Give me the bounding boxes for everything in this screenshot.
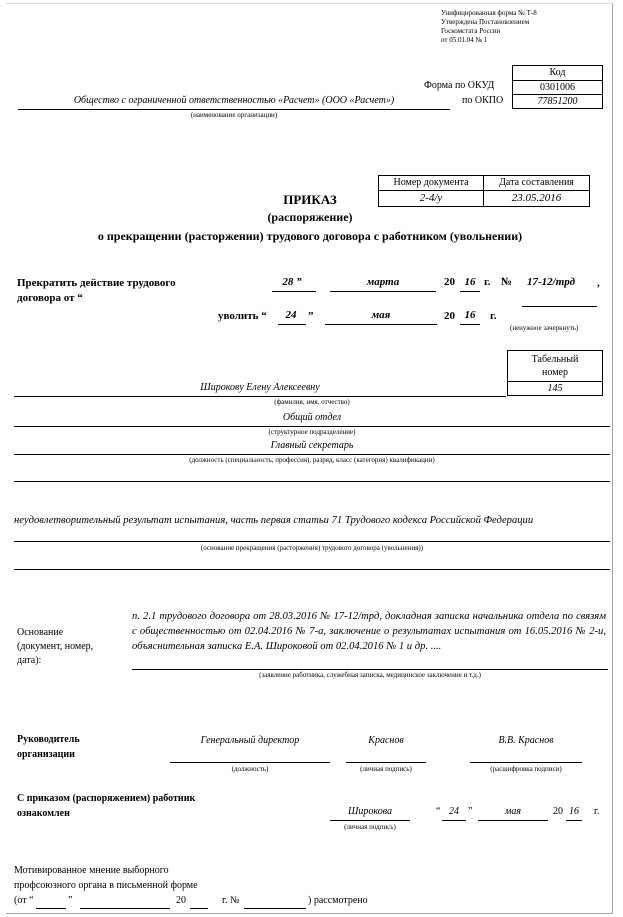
terminate-day-line: [272, 291, 316, 292]
acquainted-year-line: [566, 820, 582, 821]
dismiss-day: 24: [285, 309, 297, 321]
union-number-line: [244, 908, 306, 909]
form-line-2: Утверждена Постановлением: [441, 18, 530, 26]
dismiss-label: уволить “: [218, 310, 267, 322]
head-decoding-caption: (расшифровка подписи): [490, 765, 562, 773]
union-line-3-end: ) рассмотрено: [308, 895, 368, 906]
blank-line-2: [14, 569, 610, 570]
acquainted-quote-close: ”: [468, 806, 473, 817]
okpo-value: 77851200: [512, 94, 603, 109]
terminate-label-2: договора от “: [17, 292, 83, 304]
okpo-label: по ОКПО: [462, 95, 504, 106]
dismiss-year-line: [460, 324, 480, 325]
tab-number-header-line2: номер: [542, 367, 568, 378]
employee-department: Общий отдел: [282, 412, 342, 423]
employee-name-line: [14, 396, 506, 397]
acquainted-day-line: [442, 820, 466, 821]
head-signature-caption: (личная подпись): [360, 765, 412, 773]
head-decoding-line: [470, 762, 582, 763]
union-line-2: профсоюзного органа в письменной форме: [14, 880, 198, 891]
terminate-year-prefix: 20: [444, 276, 455, 288]
employee-name-caption: (фамилия, имя, отчество): [274, 398, 350, 406]
employee-position: Главный секретарь: [270, 440, 354, 451]
terminate-year-line: [460, 291, 480, 292]
union-line-1: Мотивированное мнение выборного: [14, 865, 169, 876]
doc-number-header: Номер документа: [378, 175, 484, 191]
head-label-1: Руководитель: [17, 734, 80, 745]
grounds-caption: (основание прекращения (расторжения) трудового договора (увольнения)): [200, 544, 424, 552]
employee-name: Широкову Елену Алексеевну: [200, 382, 320, 393]
doc-title: ПРИКАЗ: [283, 192, 337, 207]
dismiss-year-prefix: 20: [444, 310, 455, 322]
terminate-num-sign: №: [501, 276, 513, 288]
union-year-prefix: 20: [176, 895, 186, 906]
basis-label-3: дата):: [17, 655, 42, 666]
dismiss-year: 16: [464, 309, 476, 321]
position-line: [14, 454, 610, 455]
doc-date-value: 23.05.2016: [483, 190, 590, 207]
acquainted-signature: Широкова: [348, 806, 392, 817]
basis-text: п. 2.1 трудового договора от 28.03.2016 № 17-12/трд, докладная записка начальника отдела по связям с общественностью от 02.04.2016 № 7-а, заключение о результатах испытания от 16.05.2016 № 2-и, объяснительная записка Е.А. Широковой от 02.04.2016 № 1 и др. ....: [132, 611, 606, 653]
terminate-day: 28 ”: [282, 276, 302, 288]
acquainted-signature-line: [330, 820, 410, 821]
acquainted-day: 24: [449, 806, 459, 817]
tab-number-header-line1: Табельный: [531, 354, 579, 365]
dismiss-day-line: [278, 324, 306, 325]
basis-label-1: Основание: [17, 627, 64, 638]
okud-label: Форма по ОКУД: [424, 80, 495, 91]
acquainted-month: мая: [504, 806, 522, 817]
terminate-year: 16: [464, 276, 476, 288]
form-line-1: Унифицированная форма № Т-8: [441, 9, 537, 17]
org-underline: [18, 109, 450, 110]
acquainted-year-suffix: г.: [594, 806, 600, 817]
acquainted-month-line: [478, 820, 548, 821]
terminate-contract-number: 17-12/трд: [527, 276, 576, 288]
head-position-line: [170, 762, 330, 763]
doc-topic: о прекращении (расторжении) трудового договора с работником (увольнении): [97, 229, 523, 243]
union-number-label: г. №: [222, 895, 240, 906]
acquainted-year: 16: [569, 806, 579, 817]
terminate-comma: ,: [597, 277, 600, 289]
head-label-2: организации: [17, 749, 75, 760]
basis-label-2: (документ, номер,: [17, 641, 94, 652]
grounds-line: [14, 541, 610, 542]
doc-subtitle: (распоряжение): [267, 210, 353, 224]
dismiss-quote: ”: [308, 310, 314, 322]
terminate-month-line: [330, 291, 436, 292]
code-header: Код: [512, 65, 603, 81]
dismiss-month: мая: [371, 309, 391, 321]
acquainted-quote-open: “: [436, 806, 441, 817]
union-year-line: [190, 908, 208, 909]
position-caption: (должность (специальность, профессия), разряд, класс (категория) квалификации): [189, 456, 435, 464]
org-caption: (наименование организации): [190, 111, 278, 119]
acquainted-year-prefix: 20: [553, 806, 563, 817]
head-position: Генеральный директор: [200, 735, 300, 746]
tab-number-header: [507, 350, 603, 382]
contract-number-line: [522, 306, 597, 307]
acquainted-label-2: ознакомлен: [17, 808, 70, 819]
terminate-year-suffix: г.: [484, 276, 491, 288]
union-line-3-open: (от “: [14, 895, 34, 906]
union-day-line: [36, 908, 66, 909]
doc-date-header: Дата составления: [483, 175, 590, 191]
basis-caption: (заявление работника, служебная записка, медицинское заключение и т.д.): [259, 671, 481, 679]
org-name: Общество с ограниченной ответственностью «Расчет» (ООО «Расчет»): [73, 95, 395, 106]
basis-line: [132, 669, 608, 670]
dismiss-note: (ненужное зачеркнуть): [510, 324, 579, 332]
union-line-3-close: ”: [68, 895, 73, 906]
form-line-4: от 05.01.04 № 1: [441, 36, 488, 44]
blank-line-1: [14, 481, 610, 482]
okud-value: 0301006: [512, 80, 603, 95]
doc-number-value: 2-4/у: [378, 190, 484, 207]
dismiss-year-suffix: г.: [490, 310, 497, 322]
form-line-3: Госкомстата России: [441, 27, 501, 35]
head-signature: Краснов: [368, 735, 404, 746]
acquainted-label-1: С приказом (распоряжением) работник: [17, 793, 196, 804]
acquainted-signature-caption: (личная подпись): [344, 823, 396, 831]
tab-number-value: 145: [507, 381, 603, 396]
dismiss-month-line: [325, 324, 437, 325]
terminate-month: марта: [366, 276, 400, 288]
head-decoding: В.В. Краснов: [498, 735, 554, 746]
head-position-caption: (должность): [231, 765, 269, 773]
union-month-line: [80, 908, 170, 909]
terminate-label: Прекратить действие трудового: [17, 277, 176, 289]
grounds-text: неудовлетворительный результат испытания, часть первая статьи 71 Трудового кодекса Российской Федерации: [14, 515, 534, 526]
department-line: [14, 426, 610, 427]
head-signature-line: [346, 762, 426, 763]
department-caption: (структурное подразделение): [268, 428, 356, 436]
